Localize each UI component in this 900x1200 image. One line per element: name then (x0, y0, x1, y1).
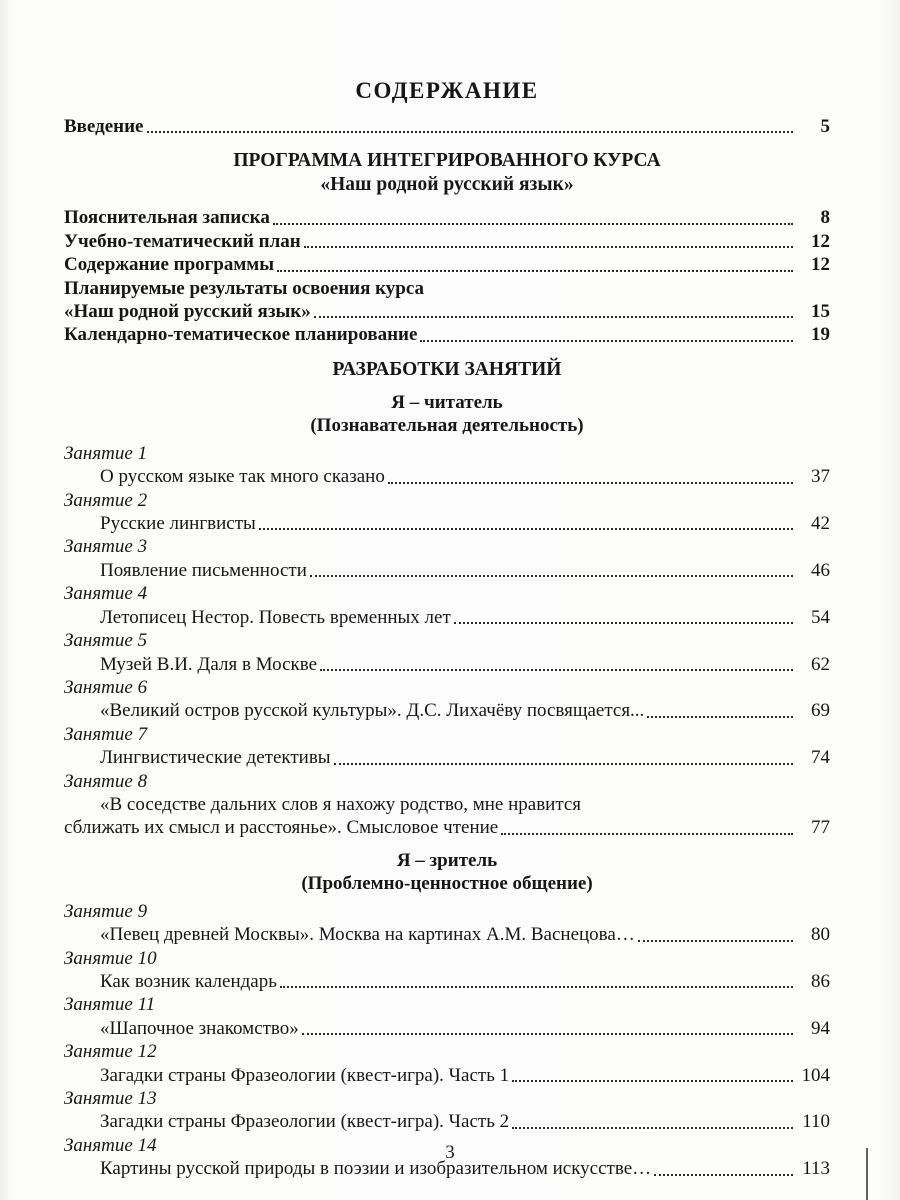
dot-leader (420, 340, 793, 342)
toc-entry-text: Как возник календарь (100, 970, 277, 992)
toc-entry-text: О русском языке так много сказано (100, 466, 385, 488)
toc-page-number: 62 (811, 653, 830, 675)
scan-artifact-line (866, 1148, 868, 1200)
toc-page-number: 94 (811, 1017, 830, 1039)
toc-entry-text: Пояснительная записка (64, 207, 270, 229)
toc-page-number: 104 (801, 1064, 830, 1086)
toc-page-number: 86 (811, 970, 830, 992)
lesson-label: Занятие 10 (64, 947, 157, 969)
dot-leader (512, 1127, 793, 1129)
lesson-label: Занятие 5 (64, 630, 148, 652)
toc-entry-text: Русские лингвисты (100, 513, 256, 535)
toc-entry-text: Учебно-тематический план (64, 230, 301, 252)
lesson-label: Занятие 13 (64, 1088, 157, 1109)
section-subheading (64, 849, 830, 895)
toc-entry-text: Загадки страны Фразеологии (квест-игра). Часть 1 (100, 1064, 510, 1086)
toc-page-number: 69 (811, 700, 830, 722)
dot-leader (304, 246, 793, 248)
toc-entry-row (64, 699, 830, 722)
toc-page-number: 80 (811, 924, 830, 946)
toc-entry-row (64, 253, 830, 276)
toc-page-number: 42 (811, 513, 830, 535)
toc-page-number: 5 (820, 116, 830, 137)
toc-page-number: 12 (811, 254, 830, 276)
heading-line: «Наш родной русский язык» (320, 174, 574, 196)
subheading-line: (Проблемно-ценностное общение) (301, 872, 593, 894)
dot-leader (147, 131, 794, 133)
dot-leader (314, 316, 793, 318)
toc-entry-text: Лингвистические детективы (100, 747, 331, 769)
dot-leader (512, 1080, 793, 1082)
toc-entry-row (64, 277, 830, 300)
lesson-label: Занятие 14 (64, 1134, 157, 1156)
dot-leader (647, 716, 793, 718)
dot-leader (320, 669, 793, 671)
lesson-label: Занятие 4 (64, 583, 148, 605)
toc-page-number: 113 (802, 1158, 830, 1180)
toc-entry-row (64, 559, 830, 582)
toc-page-number: 46 (811, 559, 830, 581)
toc-entry-row (64, 793, 830, 816)
toc-entry-text: Содержание программы (64, 254, 275, 276)
dot-leader (454, 622, 793, 624)
toc-entry-text: Картины русской природы в поэзии и изобразительном искусстве… (100, 1158, 652, 1180)
lesson-label: Занятие 11 (64, 994, 156, 1016)
toc-entry-row (64, 923, 830, 946)
toc-entry-text: «Певец древней Москвы». Москва на картинах А.М. Васнецова… (100, 924, 635, 946)
heading-line: РАЗРАБОТКИ ЗАНЯТИЙ (332, 358, 562, 380)
toc-entry-text: Появление письменности (100, 559, 307, 581)
subheading-line: (Познавательная деятельность) (310, 414, 584, 436)
footer-page-number: 3 (445, 1142, 455, 1163)
toc-page-number: 54 (811, 606, 830, 628)
dot-leader (310, 575, 793, 577)
toc-entry-row (64, 512, 830, 535)
lesson-label: Занятие 1 (64, 442, 148, 464)
toc-entry-row (64, 115, 830, 138)
section-heading (64, 149, 830, 197)
toc-entry-row (64, 465, 830, 488)
toc-entry-row (64, 970, 830, 993)
toc-entry-text: Загадки страны Фразеологии (квест-игра). Часть 2 (100, 1111, 510, 1133)
lesson-label: Занятие 6 (64, 676, 148, 698)
toc-page-number: 77 (811, 817, 830, 839)
toc-entry-row (64, 1110, 830, 1133)
toc-page-number: 12 (811, 230, 830, 252)
lesson-label: Занятие 8 (64, 770, 148, 792)
dot-leader (654, 1174, 793, 1176)
toc-entry-row (64, 323, 830, 346)
dot-leader (388, 482, 793, 484)
section-heading (64, 358, 830, 382)
toc-entry-row (64, 606, 830, 629)
page-title: СОДЕРЖАНИЕ (355, 78, 539, 103)
toc-entry-text: Музей В.И. Даля в Москве (100, 653, 318, 675)
toc-entry-row (64, 230, 830, 253)
toc-page-number: 19 (811, 324, 830, 346)
toc-entry-row (64, 1017, 830, 1040)
dot-leader (334, 763, 793, 765)
toc-entry-text: Календарно-тематическое планирование (64, 324, 418, 346)
toc-entry-text: «В соседстве дальних слов я нахожу родство, мне нравится (100, 793, 582, 815)
section-subheading (64, 391, 830, 437)
heading-line: ПРОГРАММА ИНТЕГРИРОВАННОГО КУРСА (233, 150, 661, 172)
dot-leader (277, 270, 793, 272)
lesson-label: Занятие 9 (64, 900, 148, 922)
toc-page-number: 37 (811, 466, 830, 488)
dot-leader (273, 223, 793, 225)
toc-entry-text: «Наш родной русский язык» (64, 301, 311, 323)
toc-entry-text: сближать их смысл и расстоянье». Смысловое чтение (64, 817, 499, 839)
dot-leader (638, 940, 793, 942)
toc-list (64, 115, 830, 1181)
dot-leader (280, 986, 793, 988)
toc-page-number: 15 (811, 301, 830, 323)
toc-entry-row (64, 653, 830, 676)
toc-entry-text: Планируемые результаты освоения курса (64, 277, 425, 299)
toc-entry-row (64, 816, 830, 839)
subheading-line: Я – зритель (396, 849, 498, 871)
toc-entry-text: Введение (64, 116, 144, 137)
lesson-label: Занятие 7 (64, 723, 148, 745)
toc-page-number: 74 (811, 747, 830, 769)
lesson-label: Занятие 2 (64, 489, 148, 511)
dot-leader (501, 833, 793, 835)
toc-entry-text: Летописец Нестор. Повесть временных лет (100, 606, 451, 628)
lesson-label: Занятие 3 (64, 536, 148, 558)
toc-entry-row (64, 206, 830, 229)
lesson-label: Занятие 12 (64, 1041, 157, 1063)
dot-leader (302, 1033, 793, 1035)
subheading-line: Я – читатель (391, 391, 503, 413)
toc-page-number: 110 (802, 1111, 830, 1133)
toc-entry-row (64, 746, 830, 769)
toc-page-number: 8 (820, 207, 830, 229)
toc-entry-text: «Шапочное знакомство» (100, 1017, 299, 1039)
toc-entry-row (64, 300, 830, 323)
dot-leader (259, 528, 793, 530)
toc-entry-text: «Великий остров русской культуры». Д.С. Лихачёву посвящается... (100, 700, 645, 722)
toc-entry-row (64, 1064, 830, 1087)
